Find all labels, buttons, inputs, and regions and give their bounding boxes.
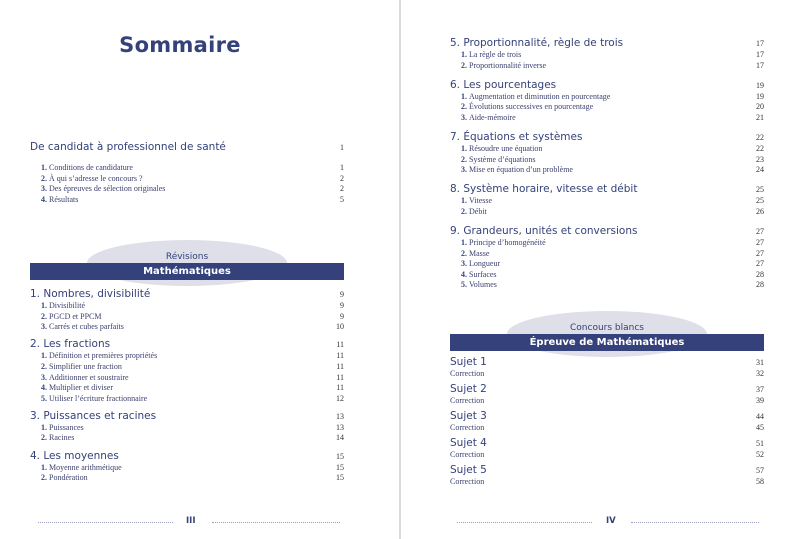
- toc-entry[interactable]: [461, 113, 764, 124]
- section-heading-page: 44: [756, 412, 764, 421]
- toc-entry-label: [450, 450, 484, 461]
- toc-entry-text: Pondération: [49, 473, 88, 483]
- toc-entry-page: 22: [756, 144, 764, 153]
- chapter-heading[interactable]: [450, 225, 764, 237]
- toc-entry-label: [41, 394, 147, 405]
- mock-exams-banner: [450, 311, 764, 351]
- toc-entry-label: [41, 463, 122, 474]
- toc-entry-page: 12: [336, 393, 344, 403]
- toc-entry-label: [41, 373, 129, 384]
- toc-entry[interactable]: [450, 477, 764, 488]
- toc-entry[interactable]: [41, 463, 344, 474]
- toc-entry-page: 25: [756, 196, 764, 206]
- toc-entry-number: 1.: [461, 50, 467, 59]
- subject-heading[interactable]: [450, 383, 764, 395]
- toc-entry-page: 13: [336, 422, 344, 432]
- toc-entry-page: 32: [756, 369, 764, 378]
- toc-entry-page: 27: [756, 259, 764, 269]
- toc-entry-page: 19: [756, 91, 764, 101]
- toc-entry-text: Définition et premières propriétés: [49, 351, 158, 361]
- section-heading-page: 57: [756, 466, 764, 475]
- toc-entry[interactable]: [450, 450, 764, 461]
- toc-entry-text: Racines: [49, 433, 75, 443]
- toc-entry-text: Correction: [450, 369, 485, 378]
- toc-entry[interactable]: [41, 195, 344, 206]
- toc-entry-page: 17: [756, 50, 764, 59]
- toc-entry-text: Moyenne arithmétique: [49, 462, 122, 472]
- section-heading-page: 22: [756, 133, 764, 142]
- section-heading-title: Sujet 2: [450, 383, 487, 395]
- toc-entry-text: Conditions de candidature: [49, 163, 133, 172]
- toc-entry[interactable]: [41, 322, 344, 333]
- section-heading-title: 6. Les pourcentages: [450, 78, 557, 91]
- toc-entry-label: [461, 144, 542, 155]
- intro-section-heading[interactable]: [30, 141, 344, 153]
- toc-entry-text: Volumes: [469, 280, 497, 290]
- section-heading-title: 5. Proportionnalité, règle de trois: [450, 37, 624, 49]
- section-heading-title: 1. Nombres, divisibilité: [30, 288, 151, 300]
- chapter-heading[interactable]: [30, 410, 344, 422]
- chapter-heading[interactable]: [450, 183, 764, 195]
- toc-entry-number: 3.: [461, 112, 467, 122]
- toc-entry-text: Principe d’homogénéité: [469, 238, 546, 247]
- toc-entry-page: 24: [756, 165, 764, 175]
- toc-entry-page: 11: [336, 361, 344, 371]
- toc-entry-text: Augmentation et diminution en pourcentage: [469, 91, 611, 101]
- toc-entry[interactable]: [41, 312, 344, 323]
- toc-entry-text: Masse: [469, 248, 490, 258]
- chapter-heading[interactable]: [30, 338, 344, 350]
- toc-entry-label: [41, 351, 157, 362]
- toc-entry-page: 11: [336, 372, 344, 382]
- toc-entry-text: Résoudre une équation: [469, 144, 543, 153]
- subject-heading[interactable]: [450, 356, 764, 368]
- chapter-heading[interactable]: [450, 37, 764, 49]
- toc-entry-page: 52: [756, 450, 764, 459]
- section-heading-title: De candidat à professionnel de santé: [30, 141, 226, 153]
- toc-entry[interactable]: [41, 394, 344, 405]
- toc-entry-text: Débit: [469, 206, 487, 216]
- toc-entry-text: Correction: [450, 477, 485, 486]
- toc-entry-page: 28: [756, 269, 764, 279]
- toc-entry-number: 1.: [41, 351, 47, 361]
- toc-entry-label: [461, 238, 546, 249]
- toc-entry[interactable]: [461, 102, 764, 113]
- footer-dotted-rule: [457, 522, 592, 523]
- toc-entry-page: 15: [336, 473, 344, 483]
- chapter-heading[interactable]: [450, 131, 764, 143]
- toc-entry[interactable]: [461, 155, 764, 166]
- section-heading-page: 17: [756, 39, 764, 48]
- toc-entry-number: 1.: [41, 163, 47, 172]
- section-heading-title: 8. Système horaire, vitesse et débit: [450, 183, 638, 196]
- page-number: III: [186, 516, 196, 526]
- section-heading-title: 7. Équations et systèmes: [450, 131, 583, 143]
- section-heading-page: 25: [756, 185, 764, 195]
- toc-entry-text: Puissances: [49, 422, 84, 432]
- toc-entry-label: [461, 165, 573, 176]
- toc-entry-label: [41, 195, 78, 206]
- section-heading-page: 9: [340, 290, 344, 299]
- toc-entry-label: [461, 196, 492, 207]
- toc-entry[interactable]: [41, 433, 344, 444]
- toc-entry-label: [461, 102, 593, 113]
- toc-entry-text: Longueur: [469, 259, 501, 269]
- toc-entry-text: Divisibilité: [49, 301, 85, 310]
- chapter-heading[interactable]: [450, 79, 764, 91]
- subject-heading[interactable]: [450, 464, 764, 476]
- toc-entry[interactable]: [461, 238, 764, 249]
- toc-entry-number: 3.: [461, 259, 467, 269]
- toc-entry-page: 11: [336, 351, 344, 361]
- toc-entry[interactable]: [461, 61, 764, 72]
- toc-entry-label: [41, 184, 165, 195]
- toc-entry-page: 5: [340, 194, 344, 204]
- subject-heading[interactable]: [450, 410, 764, 422]
- toc-entry-number: 3.: [461, 165, 467, 175]
- toc-entry-text: À qui s’adresse le concours ?: [49, 173, 143, 183]
- chapter-heading[interactable]: [30, 450, 344, 462]
- footer-dotted-rule: [38, 522, 173, 523]
- toc-entry-text: Correction: [450, 396, 485, 405]
- toc-entry-label: [41, 174, 143, 185]
- toc-entry-label: [461, 155, 535, 166]
- toc-entry-label: [461, 270, 497, 281]
- toc-entry-page: 58: [756, 477, 764, 486]
- toc-entry[interactable]: [461, 270, 764, 281]
- right-page: [401, 0, 800, 539]
- toc-entry-page: 27: [756, 248, 764, 258]
- toc-entry[interactable]: [461, 259, 764, 270]
- toc-entry-text: Évolutions successives en pourcentage: [469, 102, 594, 112]
- toc-entry-number: 2.: [41, 311, 47, 321]
- toc-entry-label: [41, 473, 88, 484]
- toc-entry[interactable]: [450, 423, 764, 434]
- toc-entry-number: 1.: [41, 422, 47, 432]
- banner-title: Mathématiques: [30, 263, 344, 280]
- toc-entry-label: [461, 207, 487, 218]
- toc-entry-page: 45: [756, 423, 764, 432]
- toc-entry-page: 17: [756, 60, 764, 70]
- section-heading-title: Sujet 5: [450, 464, 487, 476]
- toc-entry-label: [461, 280, 497, 291]
- toc-entry[interactable]: [461, 144, 764, 155]
- toc-entry-number: 3.: [41, 322, 47, 332]
- left-page: [0, 0, 399, 539]
- toc-entry[interactable]: [450, 396, 764, 407]
- toc-entry-number: 1.: [461, 196, 467, 206]
- toc-entry-label: [450, 396, 484, 407]
- toc-entry-label: [41, 312, 101, 323]
- toc-entry-text: Mise en équation d’un problème: [469, 165, 573, 175]
- toc-entry-label: [41, 163, 133, 174]
- toc-entry-number: 3.: [41, 372, 47, 382]
- toc-entry[interactable]: [41, 383, 344, 394]
- toc-entry-number: 2.: [41, 361, 47, 371]
- toc-entry[interactable]: [41, 473, 344, 484]
- section-heading-title: Sujet 3: [450, 410, 487, 422]
- toc-entry-label: [41, 383, 113, 394]
- toc-entry[interactable]: [41, 423, 344, 434]
- section-heading-title: Sujet 4: [450, 437, 487, 449]
- toc-entry-page: 2: [340, 184, 344, 194]
- toc-entry-label: [41, 322, 124, 333]
- toc-entry-label: [41, 433, 74, 444]
- toc-entry-page: 1: [340, 163, 344, 172]
- toc-entry-page: 20: [756, 102, 764, 112]
- section-heading-page: 27: [756, 227, 764, 236]
- toc-entry-number: 5.: [41, 393, 47, 403]
- toc-entry-page: 26: [756, 206, 764, 216]
- page-title: Sommaire: [119, 33, 241, 57]
- toc-entry-number: 1.: [461, 91, 467, 101]
- toc-entry[interactable]: [461, 280, 764, 291]
- toc-entry-label: [461, 61, 546, 72]
- toc-entry[interactable]: [461, 50, 764, 61]
- toc-entry[interactable]: [461, 165, 764, 176]
- toc-entry-text: Aide-mémoire: [469, 112, 516, 122]
- toc-entry-number: 4.: [41, 194, 47, 204]
- section-heading-page: 51: [756, 439, 764, 448]
- section-heading-page: 11: [336, 340, 344, 350]
- section-heading-page: 31: [756, 358, 764, 367]
- section-heading-title: 9. Grandeurs, unités et conversions: [450, 225, 638, 237]
- toc-entry-text: Additionner et soustraire: [49, 372, 129, 382]
- toc-entry-label: [41, 423, 84, 434]
- toc-entry-text: Correction: [450, 450, 485, 459]
- banner-title: Épreuve de Mathématiques: [450, 334, 764, 351]
- section-heading-page: 15: [336, 451, 344, 461]
- toc-entry[interactable]: [41, 362, 344, 373]
- toc-entry[interactable]: [41, 351, 344, 362]
- revisions-banner: [30, 240, 344, 280]
- toc-entry-page: 14: [336, 433, 344, 443]
- toc-entry-text: La règle de trois: [469, 50, 522, 59]
- toc-entry-page: 11: [336, 383, 344, 393]
- toc-entry-page: 15: [336, 462, 344, 472]
- toc-entry-label: [450, 477, 484, 488]
- toc-entry-label: [461, 259, 500, 270]
- toc-entry-label: [461, 92, 610, 103]
- toc-entry-page: 9: [340, 311, 344, 321]
- toc-entry-page: 28: [756, 280, 764, 290]
- toc-entry-text: Surfaces: [469, 269, 497, 279]
- toc-entry-number: 3.: [41, 184, 47, 194]
- toc-entry-number: 2.: [461, 102, 467, 112]
- toc-entry-text: Correction: [450, 423, 485, 432]
- subject-heading[interactable]: [450, 437, 764, 449]
- toc-entry-page: 23: [756, 154, 764, 164]
- toc-entry-page: 39: [756, 396, 764, 405]
- chapter-heading[interactable]: [30, 288, 344, 300]
- toc-entry-page: 9: [340, 301, 344, 310]
- toc-entry-page: 10: [336, 322, 344, 332]
- section-heading-title: Sujet 1: [450, 356, 487, 368]
- toc-entry-page: 21: [756, 112, 764, 122]
- toc-entry-text: PGCD et PPCM: [49, 311, 102, 321]
- toc-entry-label: [41, 362, 122, 373]
- toc-entry-number: 1.: [41, 462, 47, 472]
- section-heading-title: 2. Les fractions: [30, 338, 111, 351]
- toc-entry[interactable]: [461, 92, 764, 103]
- banner-subtitle: Concours blancs: [570, 323, 644, 333]
- toc-entry-label: [41, 301, 85, 312]
- toc-entry-number: 2.: [461, 60, 467, 70]
- toc-entry[interactable]: [461, 196, 764, 207]
- toc-entry-number: 1.: [41, 301, 47, 310]
- footer-dotted-rule: [212, 522, 340, 523]
- section-heading-page: 1: [340, 143, 344, 152]
- toc-entry-label: [461, 249, 489, 260]
- toc-entry-number: 2.: [461, 248, 467, 258]
- toc-entry[interactable]: [450, 369, 764, 380]
- toc-entry-text: Carrés et cubes parfaits: [49, 322, 124, 332]
- toc-entry-label: [450, 369, 484, 380]
- section-heading-title: 4. Les moyennes: [30, 449, 119, 462]
- banner-subtitle: Révisions: [165, 252, 209, 262]
- toc-entry-text: Utiliser l’écriture fractionnaire: [49, 393, 148, 403]
- toc-entry-number: 2.: [461, 206, 467, 216]
- toc-entry-number: 5.: [461, 280, 467, 290]
- section-heading-page: 37: [756, 385, 764, 394]
- toc-entry[interactable]: [461, 249, 764, 260]
- toc-entry[interactable]: [41, 163, 344, 174]
- toc-entry-number: 2.: [461, 154, 467, 164]
- section-heading-title: 3. Puissances et racines: [30, 409, 157, 422]
- toc-entry-label: [461, 113, 516, 124]
- toc-entry-number: 4.: [41, 383, 47, 393]
- toc-entry[interactable]: [41, 184, 344, 195]
- section-heading-page: 19: [756, 80, 764, 90]
- toc-entry-number: 1.: [461, 144, 467, 153]
- toc-entry-number: 1.: [461, 238, 467, 247]
- toc-entry-text: Simplifier une fraction: [49, 361, 122, 371]
- toc-entry-text: Système d’équations: [469, 154, 536, 164]
- toc-entry-label: [450, 423, 484, 434]
- page-number: IV: [606, 516, 616, 526]
- toc-entry-text: Vitesse: [469, 196, 493, 206]
- toc-entry-label: [461, 50, 521, 61]
- toc-entry-text: Résultats: [49, 194, 79, 204]
- toc-entry-text: Proportionnalité inverse: [469, 60, 547, 70]
- footer-dotted-rule: [631, 522, 759, 523]
- toc-entry-page: 2: [340, 173, 344, 183]
- toc-entry-text: Des épreuves de sélection originales: [49, 184, 166, 194]
- toc-entry-number: 2.: [41, 433, 47, 443]
- toc-entry-page: 27: [756, 238, 764, 247]
- section-heading-page: 13: [336, 411, 344, 421]
- toc-entry[interactable]: [461, 207, 764, 218]
- toc-entry[interactable]: [41, 174, 344, 185]
- toc-entry-number: 2.: [41, 473, 47, 483]
- toc-entry-number: 2.: [41, 173, 47, 183]
- toc-entry-number: 4.: [461, 269, 467, 279]
- toc-entry[interactable]: [41, 301, 344, 312]
- toc-entry[interactable]: [41, 373, 344, 384]
- toc-entry-text: Multiplier et diviser: [49, 383, 113, 393]
